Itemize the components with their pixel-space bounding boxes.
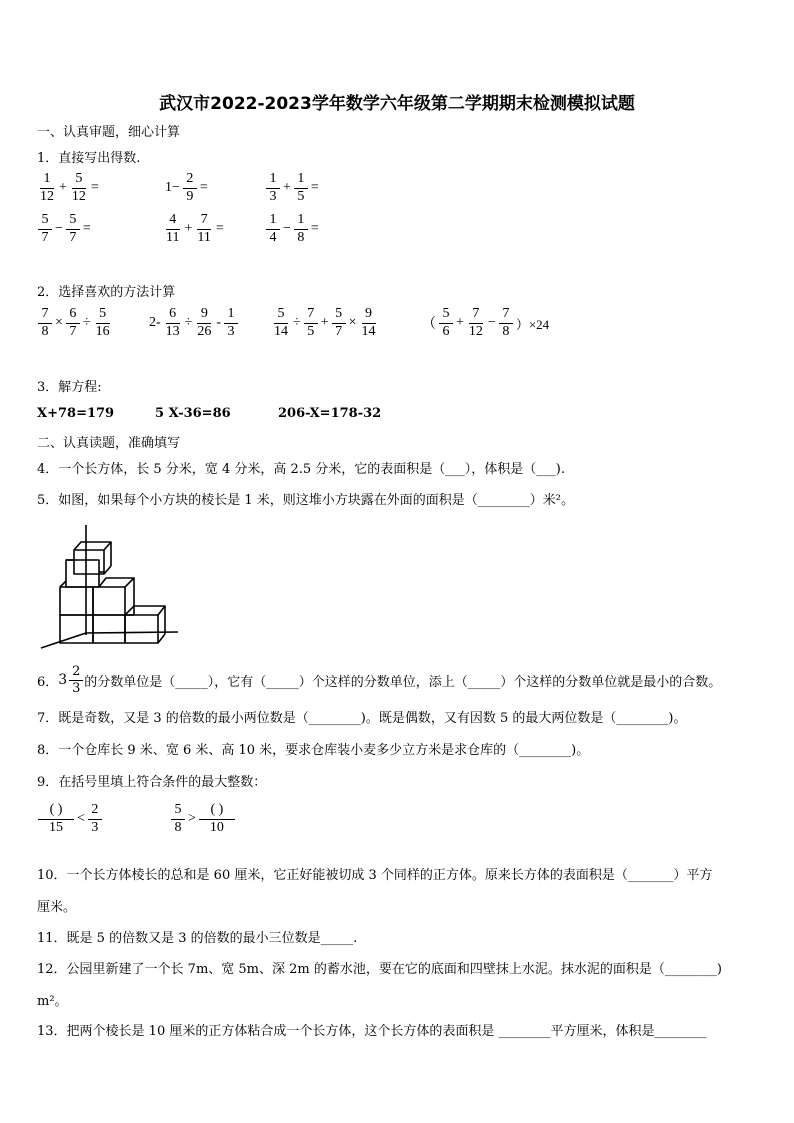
numerator: 1 [294,172,308,189]
question-12-line-1: 12．公园里新建了一个长 7m、宽 5m、深 2m 的蓄水池，要在它的底面和四壁抹上水泥。抹水泥的面积是（________) [37,962,722,977]
numerator: 1 [294,213,308,230]
denominator: 4 [269,229,277,245]
question-11: 11．既是 5 的倍数又是 3 的倍数的最小三位数是_____. [37,931,358,946]
question-13: 13．把两个棱长是 10 厘米的正方体粘合成一个长方体，这个长方体的表面积是 ________平方厘米，体积是________ [37,1024,707,1039]
denominator: 3 [91,819,99,835]
page-title: 武汉市2022-2023学年数学六年级第二学期期末检测模拟试题 [159,94,635,114]
operator: + [456,315,464,331]
denominator: 13 [165,323,180,339]
question-5: 5．如图，如果每个小方块的棱长是 1 米，则这堆小方块露在外面的面积是（________）米²。 [37,493,575,508]
numerator: 6 [166,307,180,324]
operator: ÷ [184,315,193,331]
prefix: 2- [149,315,161,331]
numerator: 5 [274,307,288,324]
operator: ÷ [293,315,301,331]
operator: − [487,315,496,331]
numerator: 5 [66,213,80,230]
question-7: 7．既是奇数，又是 3 的倍数的最小两位数是（________)。既是偶数，又有因数 5 的最大两位数是（________)。 [37,711,687,726]
right-paren-times: ）×24 [515,316,550,332]
q1-expr-6 [265,213,321,245]
equals-sign: = [310,221,319,237]
denominator: 15 [49,819,63,835]
numerator: 7 [469,307,483,324]
denominator: 8 [297,229,305,245]
numerator: 7 [499,307,513,324]
equation-3: 206-X=178-32 [278,406,382,421]
question-2-label: 2．选择喜欢的方法计算 [37,285,176,300]
denominator: 11 [197,229,211,245]
denominator: 7 [69,229,77,245]
question-10-line-1: 10．一个长方体棱长的总和是 60 厘米，它正好能被切成 3 个同样的正方体。原来长方体的表面积是（_______）平方 [37,868,713,883]
section-1-heading: 一、认真审题，细心计算 [37,125,181,140]
q1-expr-2 [163,172,210,204]
blank-numerator[interactable]: ( ) [199,803,235,820]
numerator: 1 [266,213,280,230]
numerator: 1 [40,172,54,189]
denominator: 12 [468,323,483,339]
numerator: 6 [66,307,80,324]
question-6 [37,665,721,695]
numerator: 9 [197,307,211,324]
equals-sign: = [215,221,224,237]
question-4: 4．一个长方体，长 5 分米，宽 4 分米，高 2.5 分米，它的表面积是（___），体积是（___). [37,462,565,477]
equation-2: 5 X-36=86 [155,406,231,421]
denominator: 7 [69,323,77,339]
numerator: 5 [38,213,52,230]
question-3-label: 3．解方程: [37,380,102,395]
operator: − [55,221,63,237]
mixed-whole: 3 [58,672,68,689]
q1-expr-4 [37,213,93,245]
question-6-number: 6． [37,674,59,690]
operator: × [55,315,63,331]
denominator: 14 [274,323,288,339]
operator: × [348,315,357,331]
numerator: 7 [304,307,318,324]
operator: + [320,315,329,331]
numerator: 1 [224,307,238,324]
denominator: 10 [209,819,224,835]
denominator: 12 [71,188,86,204]
denominator: 11 [166,229,180,245]
numerator: 5 [72,172,86,189]
greater-than: > [188,811,196,827]
q1-expr-3 [265,172,321,204]
operator: + [184,221,193,237]
operator: - [216,315,222,331]
numerator: 5 [439,307,453,324]
numerator: 5 [96,307,110,324]
operator: − [283,221,291,237]
q1-expr-1 [37,172,101,204]
denominator: 12 [40,188,54,204]
numerator: 7 [197,213,211,230]
denominator: 8 [502,323,510,339]
denominator: 16 [95,323,110,339]
numerator: 5 [171,803,185,820]
equals-sign: = [310,180,319,196]
q2-expr-2 [147,307,239,339]
q9-inequality-1 [37,803,103,835]
equals-sign: = [82,221,91,237]
operator: + [283,180,291,196]
question-1-label: 1．直接写出得数. [37,151,141,166]
section-2-heading: 二、认真读题，准确填写 [37,436,181,451]
denominator: 9 [186,188,194,204]
question-10-line-2: 厘米。 [37,900,77,915]
equals-sign: = [199,180,208,196]
question-9-label: 9．在括号里填上符合条件的最大整数： [37,775,267,790]
equals-sign: = [90,180,99,196]
denominator: 8 [41,323,49,339]
numerator: 9 [362,307,376,324]
prefix: 1− [165,180,180,196]
q2-expr-1 [37,307,113,339]
numerator: 2 [183,172,197,189]
numerator: 5 [332,307,346,324]
denominator: 6 [442,323,450,339]
numerator: 7 [38,307,52,324]
denominator: 5 [297,188,305,204]
cube-stack-figure [38,520,183,650]
denominator: 7 [41,229,49,245]
question-12-line-2: m²。 [37,994,68,1009]
denominator: 7 [335,323,343,339]
denominator: 3 [269,188,277,204]
less-than: < [77,811,85,827]
denominator: 8 [174,819,182,835]
q2-expr-3 [271,307,379,339]
denominator: 3 [72,680,81,696]
equation-1: X+78=179 [37,406,115,421]
denominator: 14 [361,323,376,339]
left-paren: （ [422,317,436,333]
numerator: 1 [266,172,280,189]
operator: + [59,180,67,196]
numerator: 4 [166,213,180,230]
denominator: 5 [307,323,315,339]
q2-expr-4 [420,307,551,339]
numerator: 2 [88,803,102,820]
blank-numerator[interactable]: ( ) [38,803,74,820]
q9-inequality-2 [170,803,236,835]
question-8: 8．一个仓库长 9 米、宽 6 米、高 10 米，要求仓库装小麦多少立方米是求仓库的（________)。 [37,743,590,758]
numerator: 2 [69,665,83,681]
operator: ÷ [82,315,91,331]
q1-expr-5 [163,213,226,245]
denominator: 26 [197,323,212,339]
denominator: 3 [227,323,235,339]
question-6-text: 的分数单位是（_____），它有（_____）个这样的分数单位，添上（_____）个这样的分数单位就是最小的合数。 [84,674,722,690]
